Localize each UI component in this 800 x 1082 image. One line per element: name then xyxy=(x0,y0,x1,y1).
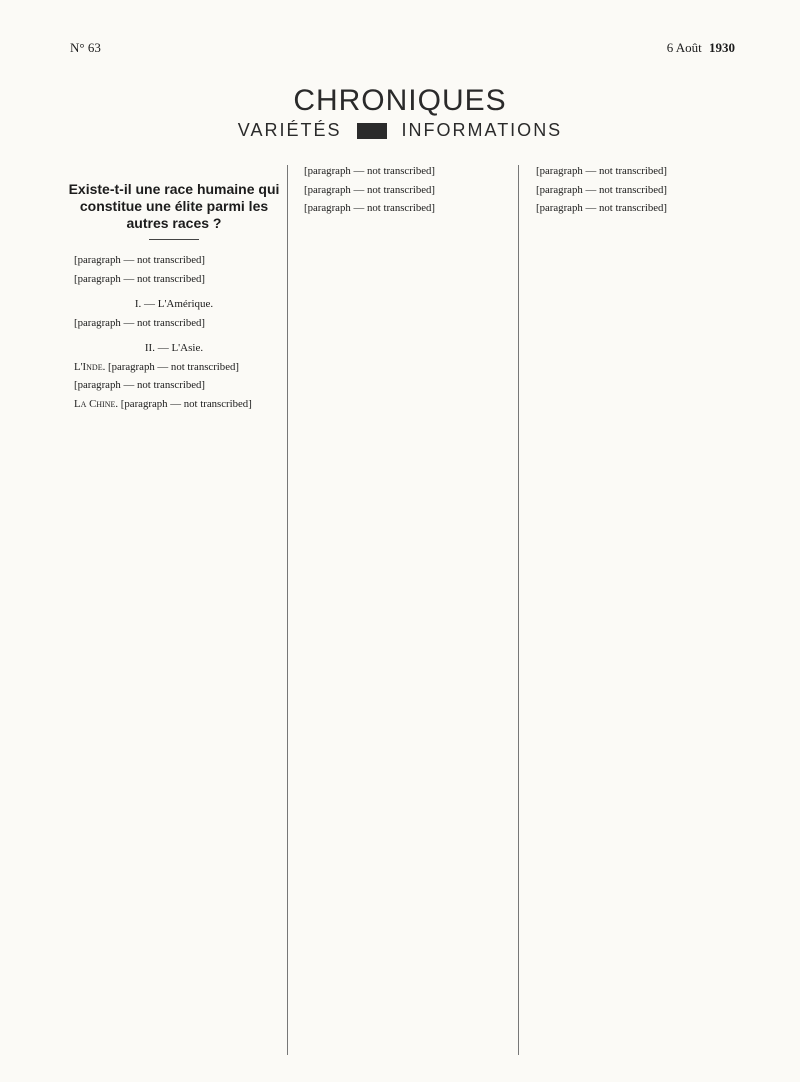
section-heading: II. — L'Asie. xyxy=(144,341,204,354)
ornament-icon xyxy=(357,123,387,139)
masthead-title: CHRONIQUES xyxy=(293,84,507,117)
masthead-subtitle xyxy=(0,120,800,141)
issue-number: N° 63 xyxy=(70,40,101,55)
title-rule xyxy=(149,239,199,240)
subtitle-left: VARIÉTÉS xyxy=(237,120,342,140)
lead-word: La Chine. xyxy=(74,398,119,410)
paragraph: [paragraph — not transcribed] xyxy=(304,165,436,177)
masthead xyxy=(0,84,800,141)
column-divider xyxy=(518,165,519,1055)
subtitle-right: INFORMATIONS xyxy=(401,120,563,140)
paragraph: [paragraph — not transcribed] xyxy=(74,316,206,329)
paragraph: [paragraph — not transcribed] xyxy=(74,379,206,392)
issue-date xyxy=(667,40,735,56)
paragraph: [paragraph — not transcribed] xyxy=(74,273,206,286)
paragraph: [paragraph — not transcribed] xyxy=(304,202,436,215)
column-3 xyxy=(522,165,750,221)
page-header xyxy=(70,40,735,60)
paragraph: [paragraph — not transcribed] xyxy=(74,254,206,267)
lead-word: L'Inde. xyxy=(74,360,106,373)
date-year: 1930 xyxy=(709,40,735,55)
paragraph: [paragraph — not transcribed] xyxy=(536,165,668,177)
section-heading: I. — L'Amérique. xyxy=(134,297,214,310)
paragraph: [paragraph — not transcribed] xyxy=(304,183,436,196)
paragraph: La Chine. [paragraph — not transcribed] xyxy=(74,398,252,410)
column-2 xyxy=(290,165,518,221)
paragraph: [paragraph — not transcribed] xyxy=(536,202,668,215)
paragraph: [paragraph — not transcribed] xyxy=(536,183,668,196)
paragraph: L'Inde. [paragraph — not transcribed] xyxy=(74,360,239,373)
date-day-month: 6 Août xyxy=(666,40,702,55)
column-1 xyxy=(60,165,288,417)
article-title: Existe-t-il une race humaine qui constitue une élite parmi les autres races ? xyxy=(68,181,280,231)
